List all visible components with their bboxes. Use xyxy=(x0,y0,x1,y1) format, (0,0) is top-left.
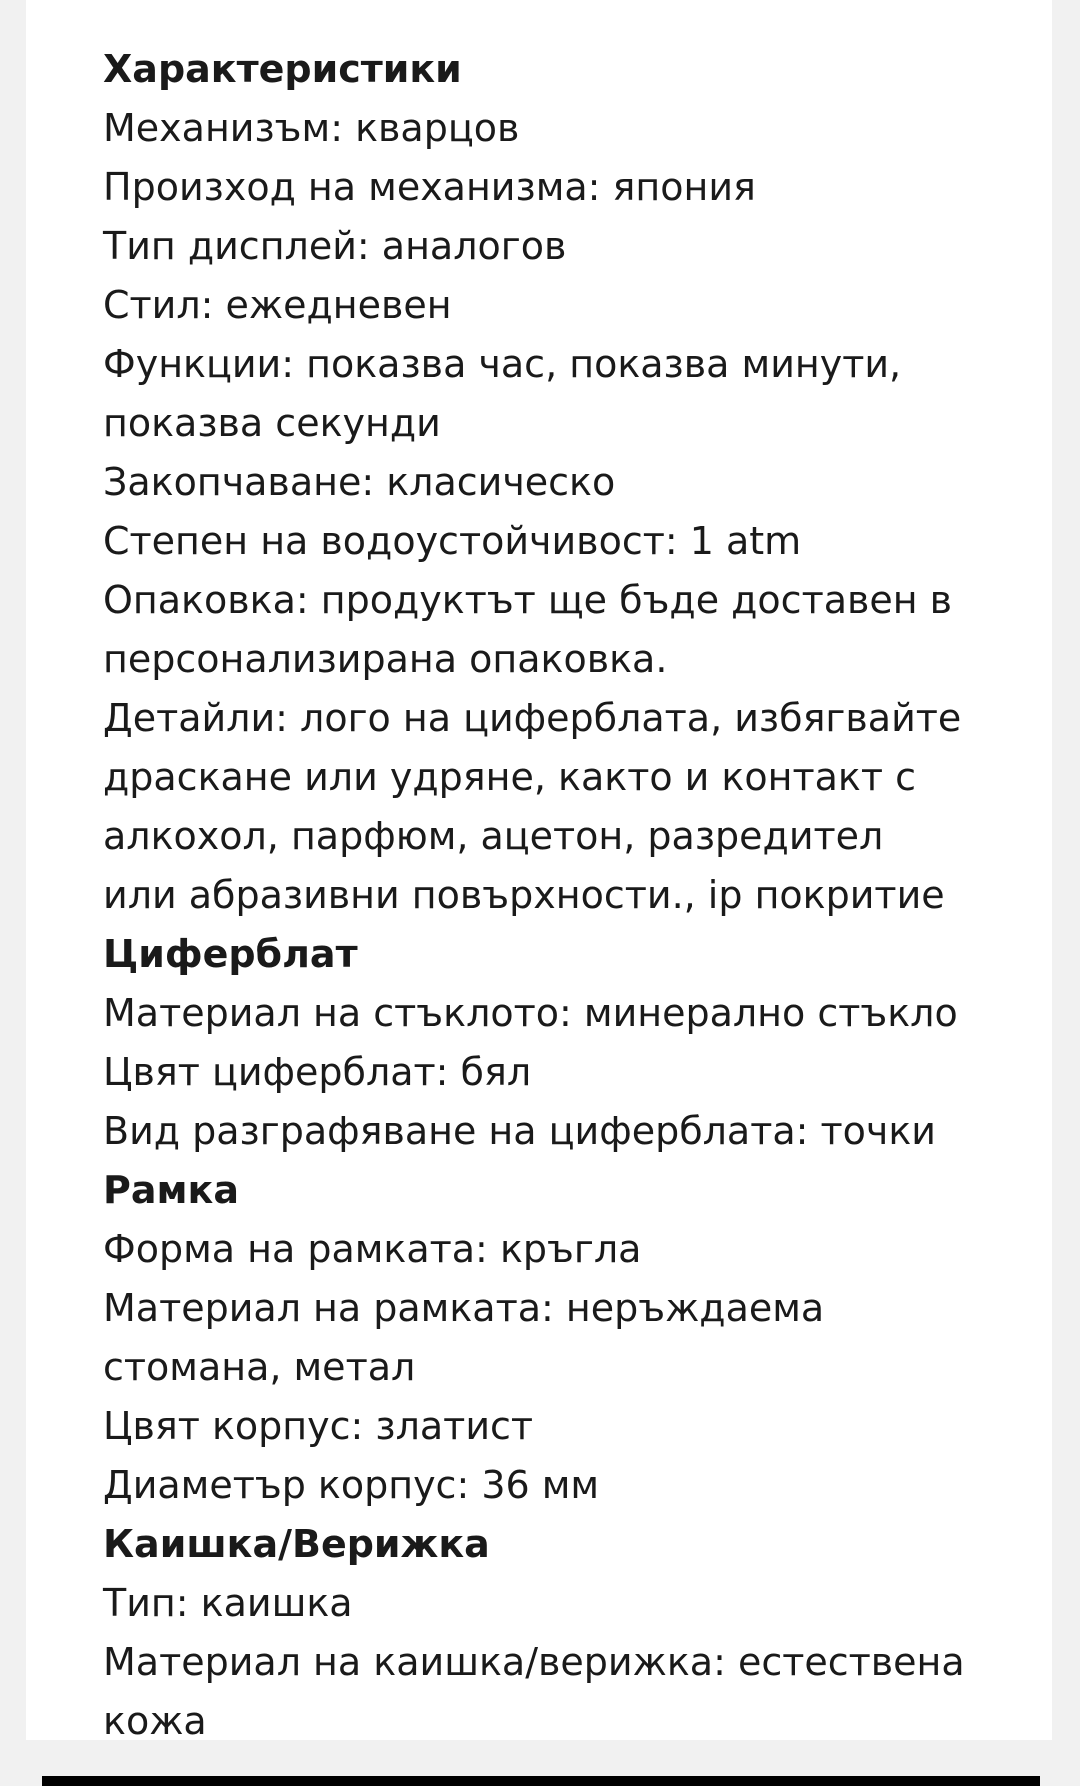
spec-line: кожа xyxy=(103,1699,207,1740)
spec-line: Функции: показва час, показва минути, xyxy=(103,342,902,386)
spec-line: Вид разграфяване на циферблата: точки xyxy=(103,1109,936,1153)
spec-line: показва секунди xyxy=(103,401,441,445)
spec-line: Опаковка: продуктът ще бъде доставен в xyxy=(103,578,953,622)
product-specs-card xyxy=(26,0,1052,1740)
spec-line: персонализирана опаковка. xyxy=(103,637,668,681)
section-heading: Каишка/Верижка xyxy=(103,1522,490,1566)
spec-line: Материал на каишка/верижка: естествена xyxy=(103,1640,965,1684)
spec-line: Тип: каишка xyxy=(103,1581,353,1625)
spec-line: Цвят циферблат: бял xyxy=(103,1050,532,1094)
spec-line: Материал на рамката: неръждаема xyxy=(103,1286,825,1330)
specs-list xyxy=(103,40,1043,1740)
section-heading: Циферблат xyxy=(103,932,358,976)
spec-line: Цвят корпус: златист xyxy=(103,1404,534,1448)
section-heading: Характеристики xyxy=(103,47,462,91)
spec-line: Степен на водоустойчивост: 1 atm xyxy=(103,519,802,563)
bottom-bar xyxy=(42,1776,1040,1786)
spec-line: Механизъм: кварцов xyxy=(103,106,520,150)
spec-line: Тип дисплей: аналогов xyxy=(103,224,567,268)
spec-line: Закопчаване: класическо xyxy=(103,460,616,504)
spec-line: Диаметър корпус: 36 мм xyxy=(103,1463,600,1507)
spec-line: стомана, метал xyxy=(103,1345,416,1389)
spec-line: драскане или удряне, както и контакт с xyxy=(103,755,916,799)
spec-line: алкохол, парфюм, ацетон, разредител xyxy=(103,814,884,858)
spec-line: Стил: ежедневен xyxy=(103,283,452,327)
section-heading: Рамка xyxy=(103,1168,239,1212)
spec-line: или абразивни повърхности., ip покритие xyxy=(103,873,945,917)
spec-line: Материал на стъклото: минерално стъкло xyxy=(103,991,958,1035)
spec-line: Произход на механизма: япония xyxy=(103,165,756,209)
spec-line: Детайли: лого на циферблата, избягвайте xyxy=(103,696,962,740)
spec-line: Форма на рамката: кръгла xyxy=(103,1227,642,1271)
